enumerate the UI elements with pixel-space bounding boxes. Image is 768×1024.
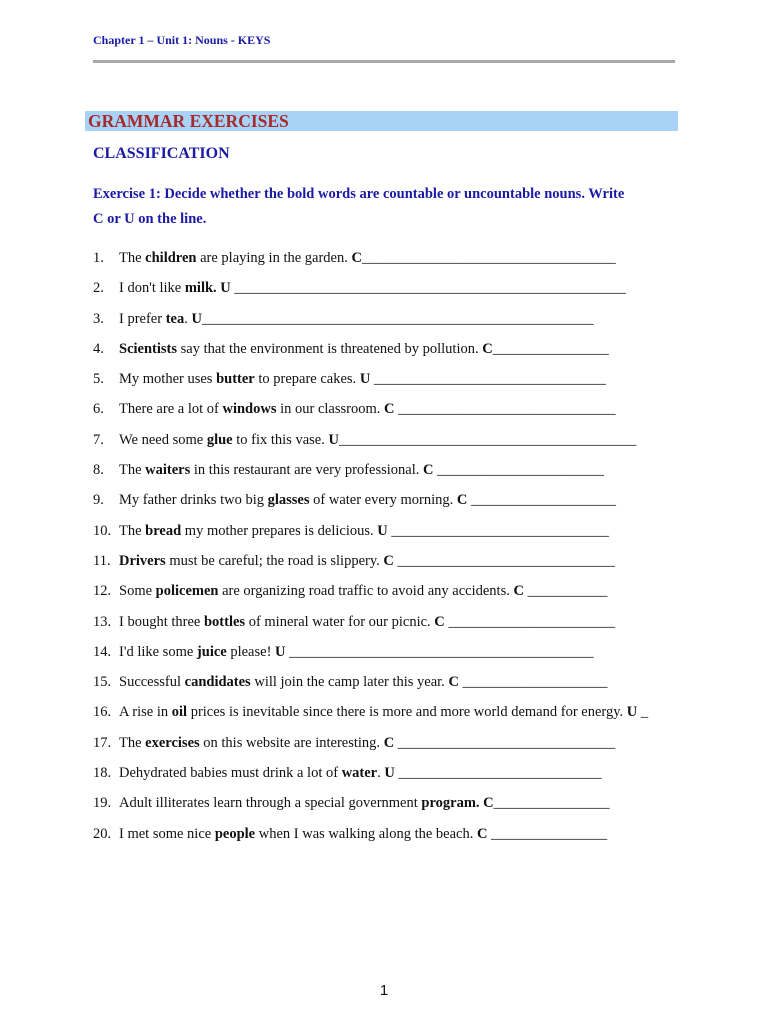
exercise-item xyxy=(93,733,703,763)
sentence-text: ______________________________ xyxy=(394,401,616,418)
exercise-instructions xyxy=(93,182,673,232)
item-number: 8. xyxy=(93,462,104,479)
bold-word: juice xyxy=(196,643,227,660)
page-number: 1 xyxy=(379,982,389,999)
bold-word: people xyxy=(214,825,256,842)
bold-word: policemen xyxy=(155,583,219,600)
sentence-text: ____________________ xyxy=(467,492,616,509)
item-sentence xyxy=(119,521,609,541)
item-number: 18. xyxy=(93,765,112,782)
sentence-text: are organizing road traffic to avoid any accidents. xyxy=(218,583,514,600)
sentence-text: I'd like some xyxy=(119,643,197,660)
sentence-text: please! xyxy=(226,643,276,660)
exercise-item xyxy=(93,581,703,611)
item-sentence xyxy=(119,581,607,601)
sentence-text: I prefer xyxy=(119,310,166,327)
bold-word: C xyxy=(513,583,524,600)
bold-word: children xyxy=(145,250,197,266)
exercise-item xyxy=(93,824,703,854)
sentence-text: say that the environment is threatened by pollution. xyxy=(177,340,483,357)
sentence-text: ______________________________ xyxy=(387,522,609,539)
item-number: 3. xyxy=(93,310,104,327)
sentence-text: _______________________ xyxy=(444,613,616,630)
bold-word: U xyxy=(384,765,395,782)
bold-word: C xyxy=(477,825,488,842)
subsection-title: CLASSIFICATION xyxy=(93,145,230,162)
sentence-text: _________________________________________ xyxy=(338,431,637,448)
item-sentence xyxy=(119,793,610,813)
item-number: 20. xyxy=(93,825,112,842)
bold-word: C xyxy=(482,340,493,357)
sentence-text: I bought three xyxy=(119,613,204,630)
item-number: 12. xyxy=(93,583,112,600)
exercise-item xyxy=(93,642,703,672)
sentence-text: ___________ xyxy=(523,583,608,600)
exercise-item xyxy=(93,702,703,732)
item-sentence xyxy=(119,339,609,359)
bold-word: U xyxy=(220,280,231,297)
item-sentence xyxy=(119,702,648,722)
sentence-text: The xyxy=(119,522,146,539)
item-number: 2. xyxy=(93,280,104,297)
exercise-item xyxy=(93,672,703,702)
bold-word: C xyxy=(351,250,362,266)
sentence-text: . xyxy=(184,310,192,327)
exercise-item xyxy=(93,430,703,460)
bold-word: oil xyxy=(171,704,188,721)
sentence-text: are playing in the garden. xyxy=(196,250,352,266)
item-sentence xyxy=(119,612,615,632)
item-number: 1. xyxy=(93,250,104,266)
item-sentence xyxy=(119,551,615,571)
sentence-text: must be careful; the road is slippery. xyxy=(165,552,384,569)
item-number: 6. xyxy=(93,401,104,418)
sentence-text: There are a lot of xyxy=(119,401,223,418)
sentence-text: I met some nice xyxy=(119,825,215,842)
item-sentence xyxy=(119,430,636,450)
sentence-text: ______________________________ xyxy=(393,552,616,569)
sentence-text: will join the camp later this year. xyxy=(250,674,449,691)
exercise-item xyxy=(93,490,703,520)
bold-word: Scientists xyxy=(119,340,177,357)
sentence-text: when I was walking along the beach. xyxy=(255,825,477,842)
sentence-text: _______________________ xyxy=(433,462,604,479)
bold-word: U xyxy=(359,371,371,388)
bold-word: U xyxy=(377,522,388,539)
sentence-text: ______________________________________________________ xyxy=(201,310,594,327)
exercise-item-list xyxy=(93,248,703,854)
sentence-text: _ xyxy=(637,704,649,721)
item-sentence xyxy=(119,278,626,298)
sentence-text: in this restaurant are very professional. xyxy=(190,462,423,479)
sentence-text: A rise in xyxy=(119,704,172,721)
item-number: 19. xyxy=(93,795,112,812)
sentence-text: Some xyxy=(119,583,156,600)
sentence-text: ____________________________ xyxy=(394,765,602,782)
sentence-text: The xyxy=(119,462,146,479)
bold-word: C xyxy=(456,492,468,509)
sentence-text: in our classroom. xyxy=(276,401,384,418)
sentence-text: The xyxy=(119,734,146,751)
sentence-text: ______________________________ xyxy=(394,734,616,751)
bold-word: program. xyxy=(421,795,480,812)
bold-word: exercises xyxy=(145,734,200,751)
item-sentence xyxy=(119,733,615,753)
bold-word: windows xyxy=(222,401,277,418)
item-number: 13. xyxy=(93,613,112,630)
exercise-item xyxy=(93,309,703,339)
item-number: 11. xyxy=(93,552,111,569)
bold-word: tea xyxy=(165,310,185,327)
exercise-item xyxy=(93,460,703,490)
bold-word: candidates xyxy=(184,674,251,691)
exercise-item xyxy=(93,248,703,278)
bold-word: milk. xyxy=(184,280,217,297)
bold-word: bread xyxy=(145,522,182,539)
item-sentence xyxy=(119,460,604,480)
exercise-item xyxy=(93,793,703,823)
exercise-item xyxy=(93,551,703,581)
sentence-text: ____________________ xyxy=(458,674,608,691)
bold-word: C xyxy=(384,401,395,418)
item-sentence xyxy=(119,309,593,329)
bold-word: bottles xyxy=(203,613,246,630)
exercise-item xyxy=(93,339,703,369)
sentence-text: prices is inevitable since there is more and more world demand for energy. xyxy=(187,704,627,721)
item-number: 14. xyxy=(93,643,112,660)
sentence-text: __________________________________________ xyxy=(285,643,594,660)
sentence-text: . xyxy=(377,765,385,782)
item-number: 9. xyxy=(93,492,104,509)
instruction-line-1: Exercise 1: Decide whether the bold words are countable or uncountable nouns. Write xyxy=(93,186,625,202)
item-sentence xyxy=(119,248,616,268)
item-sentence xyxy=(119,672,608,692)
bold-word: U xyxy=(328,431,339,448)
bold-word: U xyxy=(275,643,286,660)
item-sentence xyxy=(119,399,616,419)
header-divider xyxy=(93,60,675,63)
sentence-text: ___________________________________ xyxy=(361,250,616,266)
item-number: 17. xyxy=(93,734,112,751)
bold-word: U xyxy=(626,704,638,721)
bold-word: C xyxy=(448,674,459,691)
exercise-item xyxy=(93,763,703,793)
sentence-text: Dehydrated babies must drink a lot of xyxy=(119,765,342,782)
bold-word: water xyxy=(341,765,378,782)
bold-word: Drivers xyxy=(119,552,166,569)
bold-word: C xyxy=(383,734,395,751)
sentence-text: to fix this vase. xyxy=(232,431,329,448)
bold-word: C xyxy=(483,795,494,812)
sentence-text: The xyxy=(119,250,146,266)
sentence-text: ________________ xyxy=(487,825,608,842)
instruction-line-2: C or U on the line. xyxy=(93,211,207,227)
bold-word: glue xyxy=(206,431,233,448)
item-number: 4. xyxy=(93,340,104,357)
exercise-item xyxy=(93,278,703,308)
sentence-text: on this website are interesting. xyxy=(199,734,384,751)
bold-word: glasses xyxy=(267,492,310,509)
exercise-item xyxy=(93,399,703,429)
exercise-item xyxy=(93,612,703,642)
sentence-text: I don't like xyxy=(119,280,185,297)
sentence-text: of mineral water for our picnic. xyxy=(245,613,435,630)
bold-word: butter xyxy=(216,371,255,388)
bold-word: C xyxy=(423,462,434,479)
bold-word: waiters xyxy=(145,462,191,479)
item-number: 7. xyxy=(93,431,104,448)
sentence-text: ______________________________________________________ xyxy=(230,280,626,297)
sentence-text: My mother uses xyxy=(119,371,217,388)
exercise-item xyxy=(93,369,703,399)
item-sentence xyxy=(119,763,601,783)
item-number: 16. xyxy=(93,704,112,721)
sentence-text: to prepare cakes. xyxy=(254,371,360,388)
item-sentence xyxy=(119,824,607,844)
running-header: Chapter 1 – Unit 1: Nouns - KEYS xyxy=(93,33,271,47)
item-number: 5. xyxy=(93,371,104,388)
bold-word: C xyxy=(434,613,445,630)
item-sentence xyxy=(119,490,616,510)
sentence-text: my mother prepares is delicious. xyxy=(181,522,378,539)
sentence-text: My father drinks two big xyxy=(119,492,268,509)
sentence-text: ________________ xyxy=(492,340,609,357)
bold-word: C xyxy=(383,552,394,569)
item-sentence xyxy=(119,642,594,662)
sentence-text: We need some xyxy=(119,431,207,448)
exercise-item xyxy=(93,521,703,551)
sentence-text: Adult illiterates learn through a special government xyxy=(119,795,422,812)
sentence-text: ________________ xyxy=(493,795,610,812)
item-number: 15. xyxy=(93,674,112,691)
sentence-text: Successful xyxy=(119,674,185,691)
bold-word: U xyxy=(191,310,202,327)
item-sentence xyxy=(119,369,606,389)
sentence-text: of water every morning. xyxy=(309,492,457,509)
section-title: GRAMMAR EXERCISES xyxy=(88,111,289,131)
sentence-text: ________________________________ xyxy=(370,371,606,388)
item-number: 10. xyxy=(93,522,112,539)
